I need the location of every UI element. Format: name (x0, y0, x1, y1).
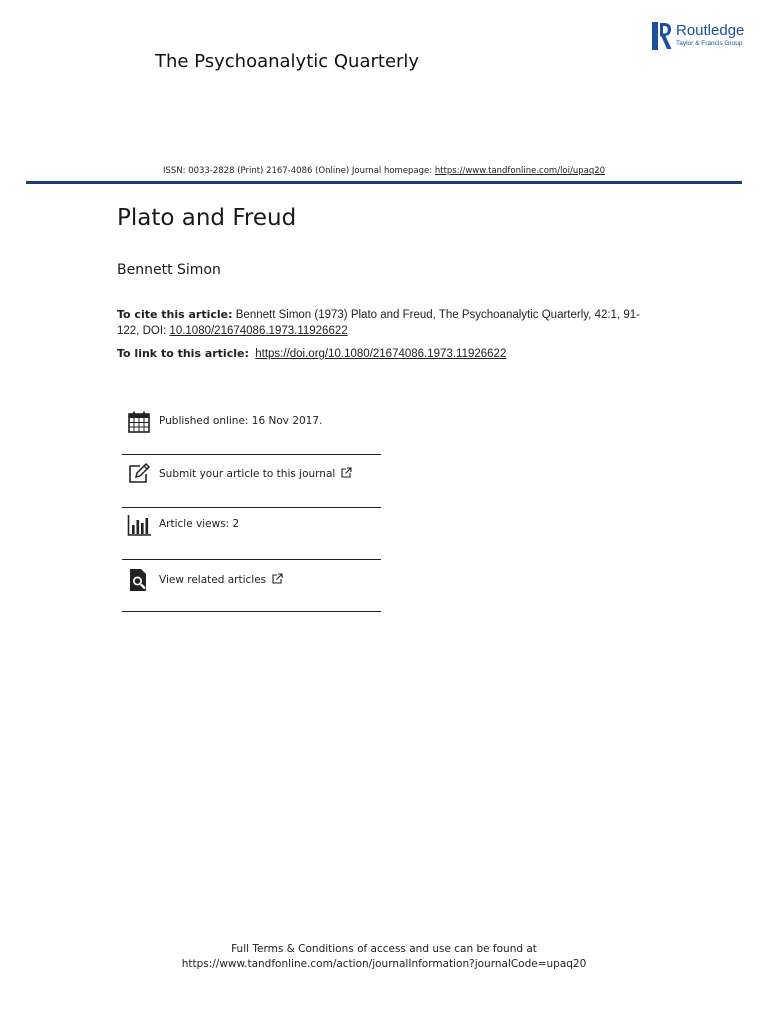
submit-article-label: Submit your article to this journal (159, 468, 336, 480)
issn-line (0, 166, 768, 176)
article-url-link[interactable]: https://doi.org/10.1080/21674086.1973.11926622 (255, 348, 507, 360)
footer-line-1: Full Terms & Conditions of access and use can be found at (231, 943, 537, 955)
article-title: Plato and Freud (117, 205, 297, 231)
related-articles-item[interactable] (122, 568, 381, 610)
header-divider (26, 181, 742, 184)
info-divider (122, 559, 381, 560)
submit-article-link[interactable] (159, 467, 352, 480)
submit-article-item[interactable] (122, 462, 381, 504)
published-online-item (122, 410, 381, 452)
calendar-icon (127, 410, 151, 434)
info-divider (122, 611, 381, 612)
footer-terms-link[interactable]: https://www.tandfonline.com/action/journalInformation?journalCode=upaq20 (181, 958, 587, 970)
publisher-logo[interactable] (652, 22, 752, 54)
article-views-item (122, 513, 381, 555)
published-online-text: Published online: 16 Nov 2017. (159, 415, 323, 427)
citation-label: To cite this article: (117, 308, 233, 321)
info-divider (122, 507, 381, 508)
link-label: To link to this article: (117, 347, 249, 360)
article-views-text: Article views: 2 (159, 518, 240, 530)
article-link (117, 347, 677, 360)
external-link-icon (341, 467, 352, 478)
article-author: Bennett Simon (117, 262, 221, 278)
publisher-group: Taylor & Francis Group (676, 40, 743, 47)
journal-homepage-link[interactable]: https://www.tandfonline.com/loi/upaq20 (434, 166, 606, 176)
citation (117, 307, 647, 339)
external-link-icon (272, 573, 283, 584)
bar-chart-icon (127, 513, 151, 537)
footer-terms (0, 942, 768, 972)
citation-text: Bennett Simon (1973) Plato and Freud, The Psychoanalytic Quarterly, 42:1, 91-122, DOI: (117, 309, 640, 337)
info-divider (122, 454, 381, 455)
issn-text: ISSN: 0033-2828 (Print) 2167-4086 (Online) Journal homepage: (162, 166, 435, 176)
journal-title: The Psychoanalytic Quarterly (155, 51, 420, 72)
related-articles-link[interactable] (159, 573, 283, 586)
edit-icon (127, 462, 151, 486)
publisher-name: Routledge (676, 22, 745, 39)
related-articles-label: View related articles (159, 574, 267, 586)
doi-link[interactable]: 10.1080/21674086.1973.11926622 (169, 325, 348, 337)
routledge-logo-icon (652, 22, 672, 50)
search-document-icon (127, 568, 151, 592)
